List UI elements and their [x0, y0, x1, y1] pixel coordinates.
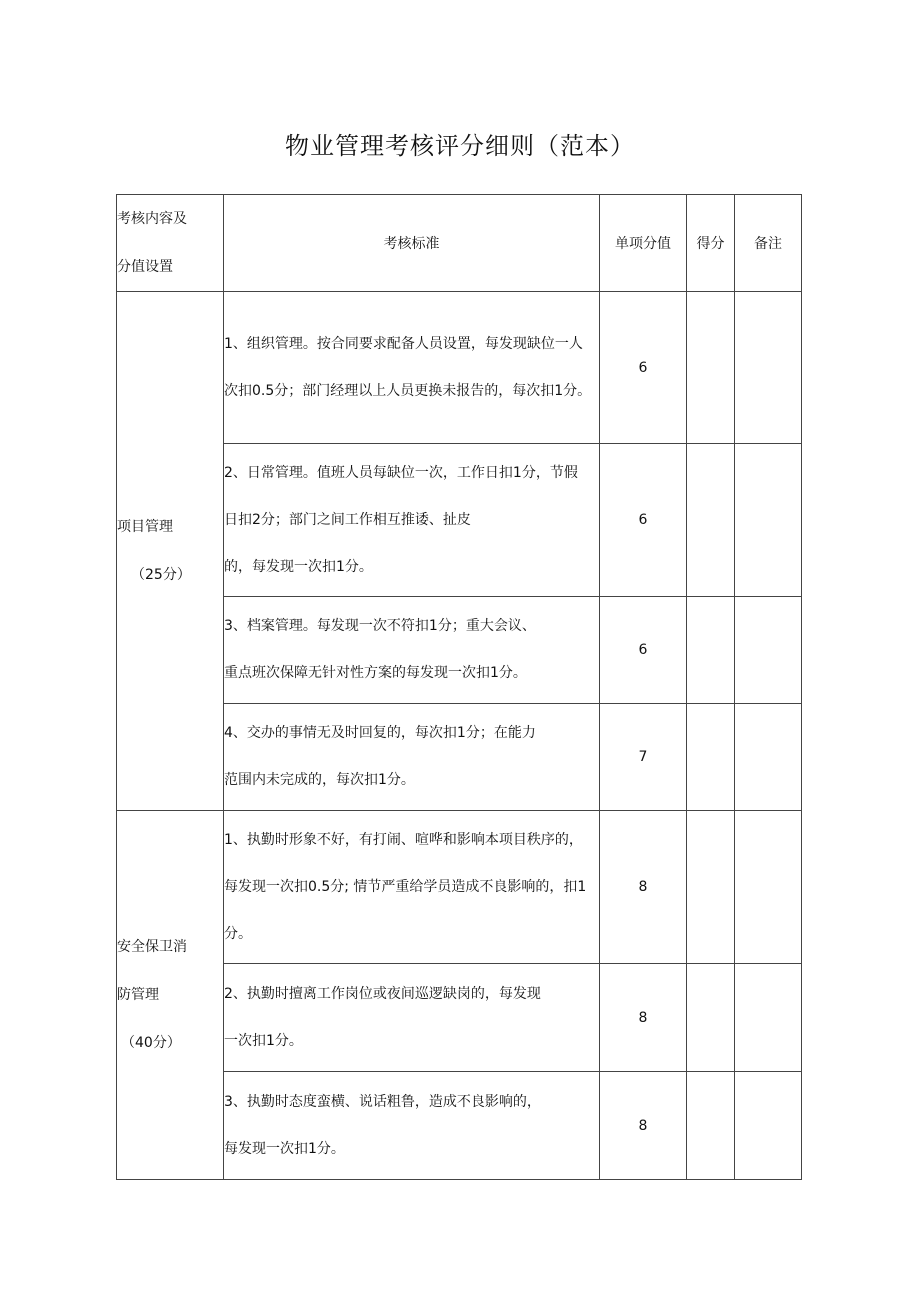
remark-cell[interactable] [735, 292, 802, 444]
standard-line: 2、执勤时擅离工作岗位或夜间巡逻缺岗的，每发现 [224, 985, 541, 1002]
standard-line: 范围内未完成的，每次扣1分。 [224, 772, 415, 788]
score-cell[interactable] [687, 811, 735, 964]
standard-cell [224, 811, 600, 964]
standard-line: 分。 [224, 925, 252, 942]
standard-line: 3、执勤时态度蛮横、说话粗鲁，造成不良影响的， [224, 1093, 541, 1110]
table-header-row [117, 195, 802, 292]
standard-cell [224, 1072, 600, 1180]
score-cell[interactable] [687, 597, 735, 704]
category-label: 安全保卫消 [117, 939, 187, 955]
remark-cell[interactable] [735, 811, 802, 964]
header-score: 得分 [687, 195, 735, 292]
standard-cell [224, 597, 600, 704]
header-points: 单项分值 [600, 195, 687, 292]
header-remark: 备注 [735, 195, 802, 292]
points-cell: 8 [600, 811, 687, 964]
remark-cell[interactable] [735, 444, 802, 597]
points-cell: 8 [600, 1072, 687, 1180]
score-cell[interactable] [687, 704, 735, 811]
remark-cell[interactable] [735, 704, 802, 811]
category-points: （40分） [121, 1035, 181, 1051]
score-cell[interactable] [687, 292, 735, 444]
standard-cell [224, 704, 600, 811]
table-row [117, 811, 802, 964]
standard-cell [224, 292, 600, 444]
standard-line: 重点班次保障无针对性方案的每发现一次扣1分。 [224, 665, 527, 681]
page-title: 物业管理考核评分细则（范本） [285, 132, 635, 160]
standard-line: 次扣0.5分；部门经理以上人员更换未报告的，每次扣1分。 [224, 382, 592, 399]
points-cell: 6 [600, 292, 687, 444]
table-row [117, 292, 802, 444]
header-category-line: 分值设置 [117, 259, 173, 275]
standard-line: 3、档案管理。每发现一次不符扣1分；重大会议、 [224, 618, 536, 634]
standard-line: 4、交办的事情无及时回复的，每次扣1分；在能力 [224, 725, 536, 741]
category-label: 项目管理 [117, 519, 173, 535]
standard-line: 1、组织管理。按合同要求配备人员设置，每发现缺位一人 [224, 335, 583, 352]
standard-line: 每发现一次扣0.5分; 情节严重给学员造成不良影响的，扣1 [224, 878, 587, 895]
standard-cell [224, 444, 600, 597]
points-cell: 7 [600, 704, 687, 811]
category-points: （25分） [131, 567, 191, 583]
assessment-table [116, 194, 802, 1180]
remark-cell[interactable] [735, 964, 802, 1072]
standard-cell [224, 964, 600, 1072]
category-cell-security [117, 811, 224, 1180]
points-cell: 6 [600, 444, 687, 597]
header-category-line: 考核内容及 [117, 211, 187, 227]
standard-line: 的，每发现一次扣1分。 [224, 558, 373, 575]
remark-cell[interactable] [735, 597, 802, 704]
score-cell[interactable] [687, 1072, 735, 1180]
header-category [117, 195, 224, 292]
points-cell: 6 [600, 597, 687, 704]
standard-line: 一次扣1分。 [224, 1032, 303, 1049]
standard-line: 2、日常管理。值班人员每缺位一次，工作日扣1分，节假 [224, 464, 578, 481]
score-cell[interactable] [687, 964, 735, 1072]
standard-line: 1、执勤时形象不好，有打闹、喧哗和影响本项目秩序的， [224, 831, 583, 848]
points-cell: 8 [600, 964, 687, 1072]
remark-cell[interactable] [735, 1072, 802, 1180]
header-standard: 考核标准 [224, 195, 600, 292]
category-label: 防管理 [117, 987, 159, 1003]
category-cell-project [117, 292, 224, 811]
standard-line: 日扣2分；部门之间工作相互推诿、扯皮 [224, 511, 471, 528]
score-cell[interactable] [687, 444, 735, 597]
standard-line: 每发现一次扣1分。 [224, 1140, 345, 1157]
